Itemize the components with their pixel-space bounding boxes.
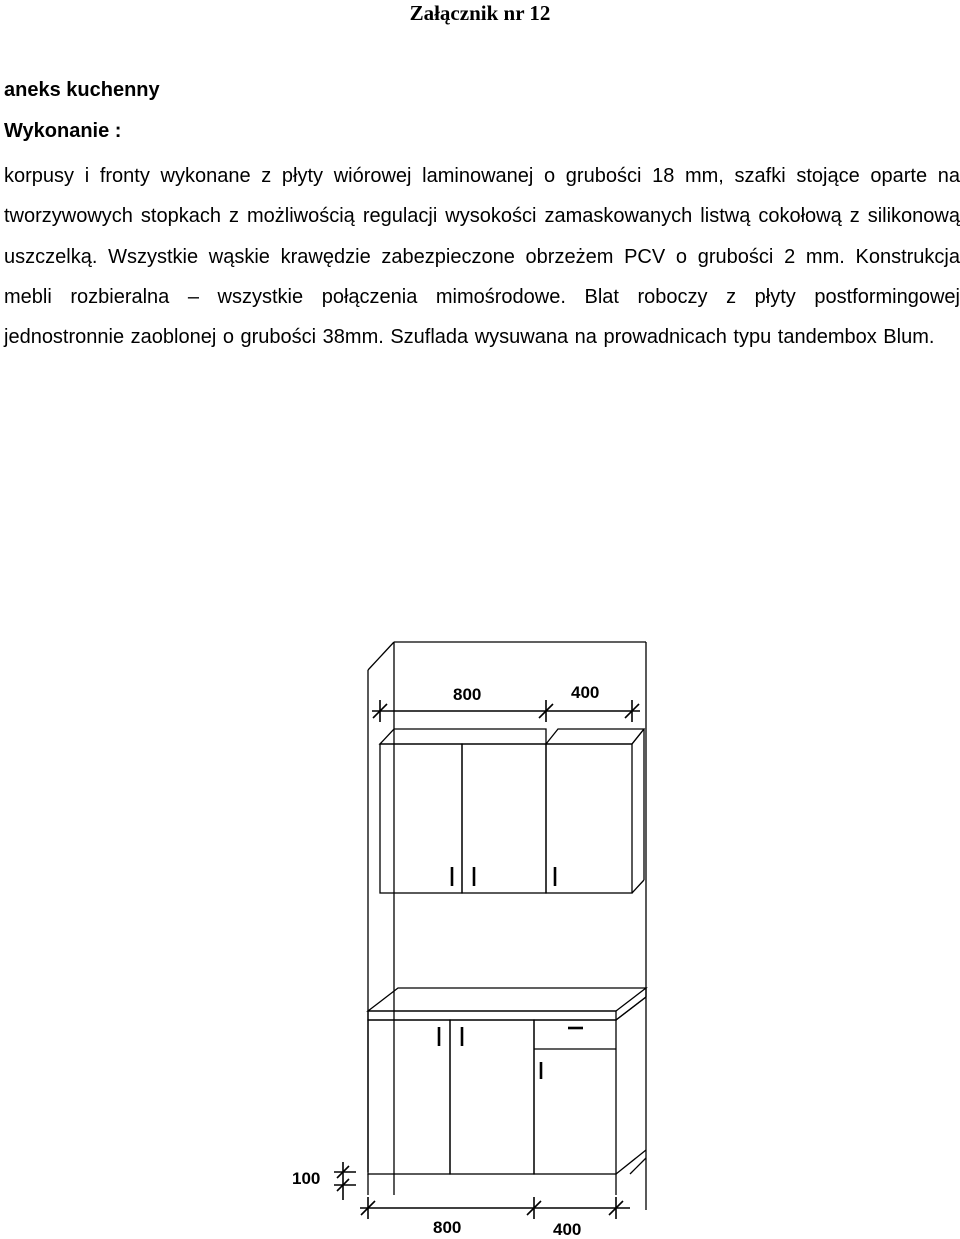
document-heading: Załącznik nr 12 [409,1,551,25]
section-label: Wykonanie : [4,120,122,142]
dim-plinth-height: 100 [292,1169,321,1188]
plinth [368,1174,616,1195]
dim-lower-right: 400 [553,1220,582,1239]
upper-cabinet-right [546,729,644,893]
dim-upper-right: 400 [571,683,600,702]
lower-cabinet-left [368,1020,534,1174]
countertop [368,988,646,1020]
lower-cabinet-right [534,997,646,1174]
dim-upper-left: 800 [453,685,482,704]
kitchen-cabinet-drawing [0,600,960,1239]
handles [439,867,583,1079]
upper-cabinet-left [380,729,546,893]
dim-lower-left: 800 [433,1218,462,1237]
specification-text: korpusy i fronty wykonane z płyty wiórowej laminowanej o grubości 18 mm, szafki stojące oparte na tworzywowych stopkach z możliwością regulacji wysokości zamaskowanych listwą cokołową z silikonową uszczelką. Wszystkie wąskie krawędzie zabezpieczone obrzeżem PCV o grubości 2 mm. Konstrukcja mebli rozbieralna – wszystkie połączenia mimośrodowe. Blat roboczy z płyty postformingowej jednostronnie zaoblonej o grubości 38mm. Szuflada wysuwana na prowadnicach typu tandembox Blum. [4,165,960,349]
document-subtitle: aneks kuchenny [4,79,160,101]
back-wall-outline [368,642,646,1210]
